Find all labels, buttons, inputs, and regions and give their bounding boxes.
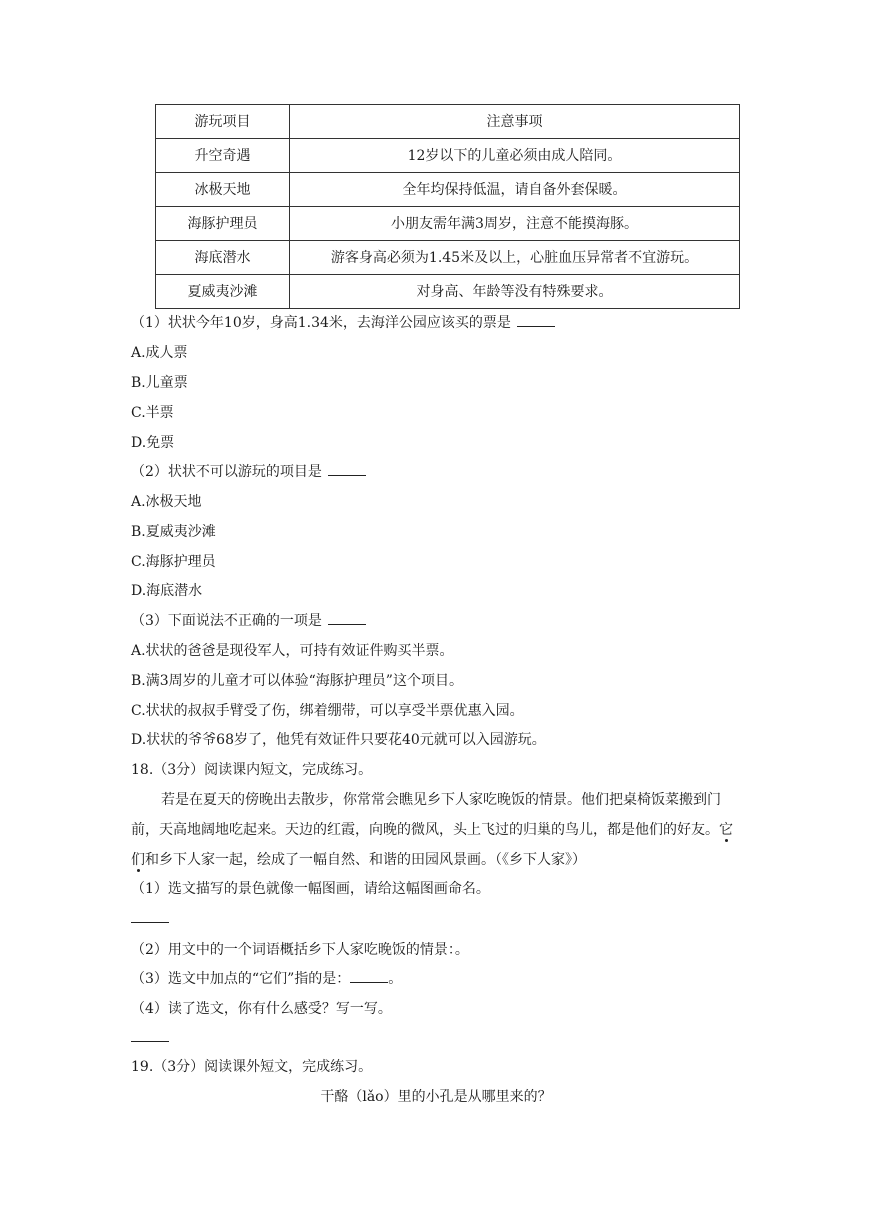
emphasis-dot-char: 它 [719, 822, 733, 838]
q17-sub1-stem: （1）状状今年10岁，身高1.34米，去海洋公园应该买的票是 [131, 314, 555, 332]
attraction-note: 12岁以下的儿童必须由成人陪同。 [290, 139, 740, 173]
q17-sub3-option-d: D.状状的爷爷68岁了，他凭有效证件只要花40元就可以入园游玩。 [131, 732, 546, 748]
attraction-name: 海豚护理员 [156, 207, 290, 241]
attraction-name: 夏威夷沙滩 [156, 275, 290, 309]
q17-sub2-stem: （2）状状不可以游玩的项目是 [131, 463, 366, 481]
q18-sub1: （1）选文描写的景色就像一幅图画，请给这幅图画命名。 [131, 881, 490, 897]
q19-heading: 19.（3分）阅读课外短文，完成练习。 [131, 1059, 373, 1075]
answer-blank[interactable] [328, 612, 366, 625]
table-row [156, 207, 740, 241]
answer-blank[interactable] [131, 910, 169, 923]
answer-blank[interactable] [517, 314, 555, 327]
answer-blank[interactable] [131, 1029, 169, 1042]
q17-sub2-option-d: D.海底潜水 [131, 583, 203, 599]
emphasis-dot-char: 们 [131, 852, 145, 868]
table-row [156, 139, 740, 173]
attraction-note: 对身高、年龄等没有特殊要求。 [290, 275, 740, 309]
q17-sub3-option-a: A.状状的爸爸是现役军人，可持有效证件购买半票。 [131, 643, 454, 659]
q19-passage-title: 干酪（lǎo）里的小孔是从哪里来的？ [320, 1089, 552, 1105]
table-row [156, 275, 740, 309]
attraction-name: 冰极天地 [156, 173, 290, 207]
attraction-note: 小朋友需年满3周岁，注意不能摸海豚。 [290, 207, 740, 241]
attraction-rules-table [155, 104, 740, 309]
q18-sub1-answer-line [131, 910, 169, 928]
q18-sub4-answer-line [131, 1029, 169, 1047]
header-notes: 注意事项 [290, 105, 740, 139]
q17-sub3-option-b: B.满3周岁的儿童才可以体验“海豚护理员”这个项目。 [131, 673, 463, 689]
attraction-name: 海底潜水 [156, 241, 290, 275]
q18-sub2: （2）用文中的一个词语概括乡下人家吃晚饭的情景：。 [131, 942, 469, 958]
q17-sub1-option-c: C.半票 [131, 405, 174, 421]
table-row [156, 241, 740, 275]
answer-blank[interactable] [350, 970, 388, 983]
q18-sub4: （4）读了选文，你有什么感受？写一写。 [131, 1001, 392, 1017]
q17-sub2-option-a: A.冰极天地 [131, 494, 202, 510]
q17-sub1-option-a: A.成人票 [131, 345, 188, 361]
q17-sub1-option-b: B.儿童票 [131, 375, 188, 391]
q17-sub2-option-b: B.夏威夷沙滩 [131, 524, 216, 540]
attraction-note: 全年均保持低温，请自备外套保暖。 [290, 173, 740, 207]
q18-sub3: （3）选文中加点的“它们”指的是： 。 [131, 971, 403, 987]
attraction-note: 游客身高必须为1.45米及以上，心脏血压异常者不宜游玩。 [290, 241, 740, 275]
answer-blank[interactable] [328, 463, 366, 476]
attraction-name: 升空奇遇 [156, 139, 290, 173]
q18-passage: 若是在夏天的傍晚出去散步，你常常会瞧见乡下人家吃晚饭的情景。他们把桌椅饭菜搬到门前，天高地阔地吃起来。天边的红霞，向晚的微风，头上飞过的归巢的鸟儿，都是他们的好友。它们和乡下人家一起，绘成了一幅自然、和谐的田园风景画。（《乡下人家》） [131, 792, 733, 868]
q17-sub3-stem: （3）下面说法不正确的一项是 [131, 612, 366, 630]
table-header-row [156, 105, 740, 139]
q18-heading: 18.（3分）阅读课内短文，完成练习。 [131, 762, 373, 778]
header-attraction: 游玩项目 [156, 105, 290, 139]
q17-sub3-option-c: C.状状的叔叔手臂受了伤，绑着绷带，可以享受半票优惠入园。 [131, 703, 524, 719]
table-row [156, 173, 740, 207]
q17-sub2-option-c: C.海豚护理员 [131, 554, 216, 570]
q17-sub1-option-d: D.免票 [131, 435, 175, 451]
